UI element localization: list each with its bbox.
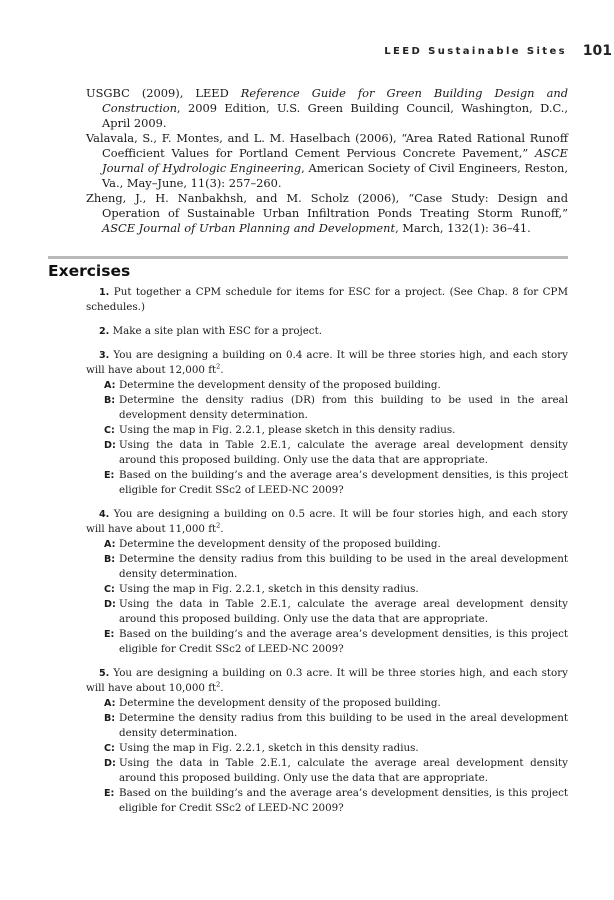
reference-authors: USGBC (2009), LEED <box>86 86 241 100</box>
exercise-4 <box>86 507 568 657</box>
section-divider <box>48 256 568 259</box>
exercise-text: You are designing a building on 0.5 acre. It will be four stories high, and each story will have about 11,000 ft <box>86 508 568 535</box>
superscript: 2 <box>216 362 221 371</box>
subquestion-letter: A: <box>104 698 116 709</box>
exercise-text: You are designing a building on 0.3 acre. It will be three stories high, and each story will have about 10,000 ft <box>86 667 568 694</box>
exercise-stem <box>86 285 568 315</box>
subquestion-letter: B: <box>104 554 116 565</box>
exercise-text: Make a site plan with ESC for a project. <box>112 325 322 337</box>
reference-details: , 2009 Edition, U.S. Green Building Council, Washington, D.C., April 2009. <box>102 101 568 130</box>
subquestion-letter: D: <box>104 599 116 610</box>
reference-entry <box>86 86 568 131</box>
exercise-1 <box>86 285 568 315</box>
exercise-stem <box>86 324 568 339</box>
subquestion-text: Using the map in Fig. 2.2.1, sketch in this density radius. <box>119 583 419 595</box>
exercise-5 <box>86 666 568 816</box>
subquestion-text: Determine the density radius from this building to be used in the areal development density determination. <box>119 553 568 580</box>
subquestion-text: Determine the development density of the proposed building. <box>119 697 441 709</box>
subquestion-letter: D: <box>104 758 116 769</box>
section-title: Exercises <box>48 262 131 280</box>
subquestion <box>86 741 568 756</box>
references-list <box>86 86 568 236</box>
subquestion-text: Using the data in Table 2.E.1, calculate the average areal development density around this proposed building. Only use the data that are appropriate. <box>119 439 568 466</box>
exercise-stem <box>86 666 568 696</box>
subquestion-letter: C: <box>104 743 115 754</box>
subquestion-text: Using the data in Table 2.E.1, calculate the average areal development density around this proposed building. Only use the data that are appropriate. <box>119 598 568 625</box>
subquestion-letter: C: <box>104 584 115 595</box>
subquestion <box>86 582 568 597</box>
subquestion-letter: C: <box>104 425 115 436</box>
exercise-2 <box>86 324 568 339</box>
exercise-number: 4. <box>99 509 110 520</box>
reference-authors: Zheng, J., H. Nanbakhsh, and M. Scholz (2006), “Case Study: Design and Operation of Sustainable Urban Infiltration Ponds Treating Storm Runoff,” <box>86 191 568 220</box>
exercise-text-end: . <box>220 682 224 694</box>
exercise-number: 2. <box>99 326 110 337</box>
subquestion-text: Using the map in Fig. 2.2.1, sketch in this density radius. <box>119 742 419 754</box>
subquestion <box>86 378 568 393</box>
exercise-3 <box>86 348 568 498</box>
subquestion-text: Determine the density radius from this building to be used in the areal development density determination. <box>119 712 568 739</box>
subquestion-text: Determine the development density of the proposed building. <box>119 538 441 550</box>
superscript: 2 <box>216 680 221 689</box>
subquestion-text: Determine the development density of the proposed building. <box>119 379 441 391</box>
subquestion <box>86 711 568 741</box>
subquestion <box>86 438 568 468</box>
reference-authors: Valavala, S., F. Montes, and L. M. Haselbach (2006), “Area Rated Rational Runoff Coefficient Values for Portland Cement Pervious Concrete Pavement,” <box>86 131 568 160</box>
exercises-list <box>86 285 568 825</box>
subquestion <box>86 786 568 816</box>
exercise-text-end: . <box>220 364 224 376</box>
subquestion-text: Determine the density radius (DR) from this building to be used in the areal development density determination. <box>119 394 568 421</box>
subquestion-letter: E: <box>104 470 115 481</box>
subquestion-letter: A: <box>104 539 116 550</box>
subquestion <box>86 393 568 423</box>
subquestion-text: Based on the building’s and the average area’s development densities, is this project eligible for Credit SSc2 of LEED-NC 2009? <box>119 787 568 814</box>
subquestion-letter: D: <box>104 440 116 451</box>
subquestion <box>86 627 568 657</box>
subquestion <box>86 756 568 786</box>
subquestion-list <box>86 696 568 816</box>
reference-title: ASCE Journal of Urban Planning and Development <box>102 221 396 235</box>
page-number: 101 <box>582 43 612 59</box>
exercise-number: 5. <box>99 668 110 679</box>
subquestion-list <box>86 378 568 498</box>
subquestion-text: Using the map in Fig. 2.2.1, please sketch in this density radius. <box>119 424 456 436</box>
subquestion-text: Using the data in Table 2.E.1, calculate the average areal development density around this proposed building. Only use the data that are appropriate. <box>119 757 568 784</box>
subquestion-text: Based on the building’s and the average area’s development densities, is this project eligible for Credit SSc2 of LEED-NC 2009? <box>119 469 568 496</box>
subquestion <box>86 423 568 438</box>
exercise-text: Put together a CPM schedule for items for ESC for a project. (See Chap. 8 for CPM schedules.) <box>86 286 568 313</box>
subquestion-letter: E: <box>104 629 115 640</box>
reference-entry <box>86 131 568 191</box>
subquestion <box>86 597 568 627</box>
exercise-text: You are designing a building on 0.4 acre. It will be three stories high, and each story will have about 12,000 ft <box>86 349 568 376</box>
subquestion-list <box>86 537 568 657</box>
exercise-text-end: . <box>220 523 224 535</box>
reference-title: ASCE Journal of Hydrologic Engineering <box>102 146 568 175</box>
subquestion-letter: B: <box>104 395 116 406</box>
reference-entry <box>86 191 568 236</box>
page-header <box>0 43 614 66</box>
subquestion-text: Based on the building’s and the average area’s development densities, is this project eligible for Credit SSc2 of LEED-NC 2009? <box>119 628 568 655</box>
subquestion <box>86 696 568 711</box>
running-head: LEED Sustainable Sites <box>384 46 567 57</box>
subquestion <box>86 468 568 498</box>
subquestion-letter: E: <box>104 788 115 799</box>
subquestion <box>86 552 568 582</box>
subquestion <box>86 537 568 552</box>
exercise-stem <box>86 507 568 537</box>
reference-title: Reference Guide for Green Building Design and Construction <box>102 86 568 115</box>
superscript: 2 <box>216 521 221 530</box>
subquestion-letter: A: <box>104 380 116 391</box>
exercise-number: 1. <box>99 287 110 298</box>
exercise-number: 3. <box>99 350 110 361</box>
reference-details: , March, 132(1): 36–41. <box>395 221 531 235</box>
subquestion-letter: B: <box>104 713 116 724</box>
reference-details: , American Society of Civil Engineers, Reston, Va., May–June, 11(3): 257–260. <box>102 161 569 190</box>
exercise-stem <box>86 348 568 378</box>
